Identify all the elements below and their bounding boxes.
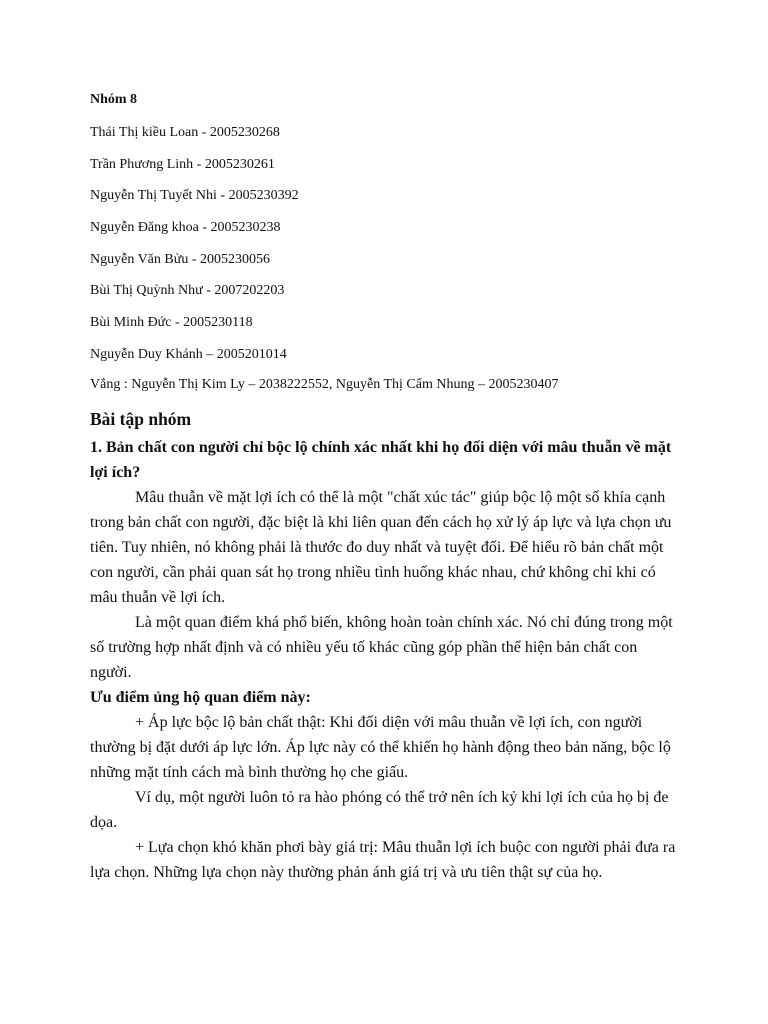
member-item: Nguyễn Đăng khoa - 2005230238 xyxy=(90,220,281,236)
member-list xyxy=(90,124,299,378)
member-item: Bùi Minh Đức - 2005230118 xyxy=(90,315,253,331)
paragraph: Là một quan điểm khá phổ biến, không hoàn toàn chính xác. Nó chỉ đúng trong một số trường hợp nhất định và có nhiều yếu tố khác cũng góp phần thể hiện bản chất con người. xyxy=(90,614,673,681)
absent-note: Vắng : Nguyễn Thị Kim Ly – 2038222552, Nguyễn Thị Cẩm Nhung – 2005230407 xyxy=(90,377,559,392)
assignment-heading: Bài tập nhóm xyxy=(90,409,192,429)
group-title: Nhóm 8 xyxy=(90,92,138,107)
pros-heading: Ưu điểm ủng hộ quan điểm này: xyxy=(90,689,311,706)
member-item: Bùi Thị Quỳnh Như - 2007202203 xyxy=(90,283,285,299)
member-item: Nguyễn Thị Tuyết Nhi - 2005230392 xyxy=(90,188,299,204)
point-item: + Áp lực bộc lộ bản chất thật: Khi đối diện với mâu thuẫn về lợi ích, con người thường bị đặt dưới áp lực lớn. Áp lực này có thể khiến họ hành động theo bản năng, bộc lộ những mặt tính cách mà bình thường họ che giấu. xyxy=(90,714,671,781)
paragraph: Mâu thuẫn về mặt lợi ích có thể là một "chất xúc tác" giúp bộc lộ một số khía cạnh trong bản chất con người, đặc biệt là khi liên quan đến cách họ xử lý áp lực và lựa chọn ưu tiên. Tuy nhiên, nó không phải là thước đo duy nhất và tuyệt đối. Để hiểu rõ bản chất một con người, cần phải quan sát họ trong nhiều tình huống khác nhau, chứ không chỉ khi có mâu thuẫn về lợi ích. xyxy=(90,489,672,606)
assignment-body xyxy=(90,435,680,885)
question-text: 1. Bản chất con người chỉ bộc lộ chính xác nhất khi họ đối diện với mâu thuẫn về mặt lợi ích? xyxy=(90,439,672,481)
example-text: Ví dụ, một người luôn tỏ ra hào phóng có thể trở nên ích kỷ khi lợi ích của họ bị đe dọa. xyxy=(90,789,669,831)
member-item: Nguyễn Duy Khánh – 2005201014 xyxy=(90,346,287,362)
point-item: + Lựa chọn khó khăn phơi bày giá trị: Mâu thuẫn lợi ích buộc con người phải đưa ra lựa chọn. Những lựa chọn này thường phản ánh giá trị và ưu tiên thật sự của họ. xyxy=(90,839,676,881)
member-item: Nguyễn Văn Bửu - 2005230056 xyxy=(90,251,270,267)
member-item: Trần Phương Linh - 2005230261 xyxy=(90,156,275,172)
member-item: Thái Thị kiều Loan - 2005230268 xyxy=(90,125,280,140)
